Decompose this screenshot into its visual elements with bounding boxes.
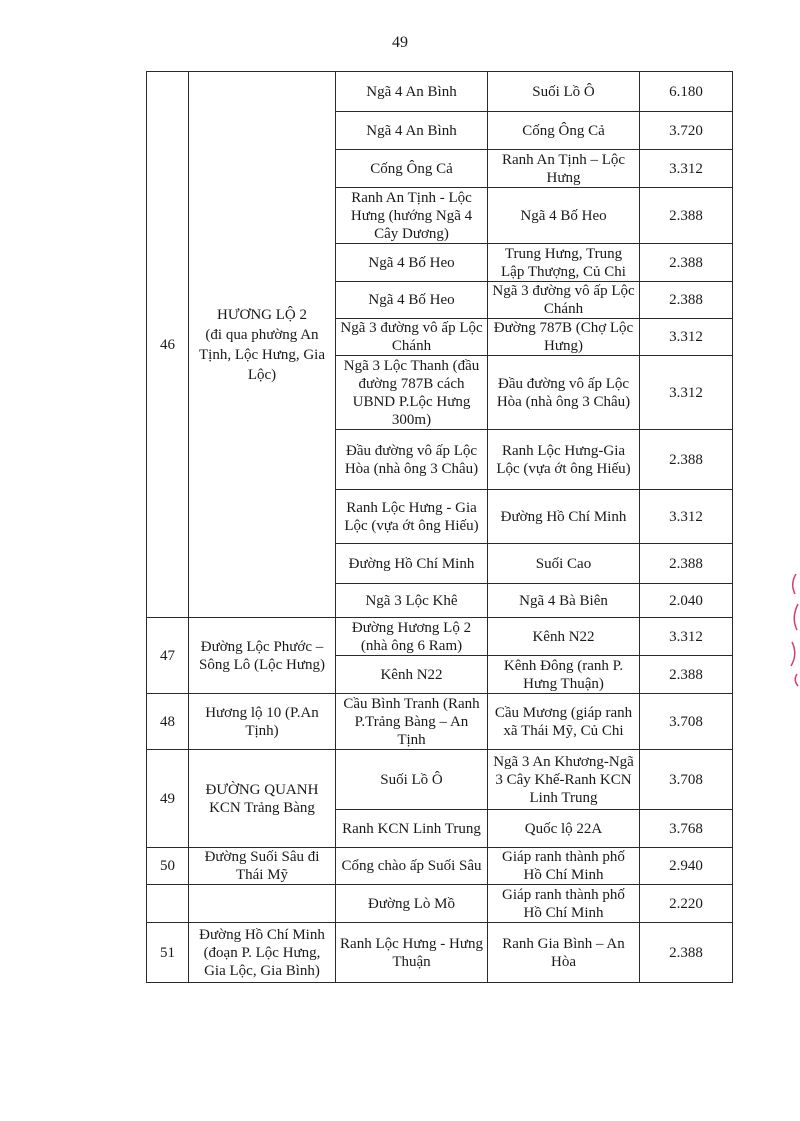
cell-to: Đường 787B (Chợ Lộc Hưng) xyxy=(488,319,640,356)
cell-price: 3.720 xyxy=(640,112,733,150)
cell-from: Đường Hương Lộ 2 (nhà ông 6 Ram) xyxy=(336,618,488,656)
table-row xyxy=(147,885,733,923)
cell-road-name: Đường Suối Sâu đi Thái Mỹ xyxy=(189,848,336,885)
cell-road-name xyxy=(189,72,336,618)
seal-edge-mark xyxy=(786,570,800,690)
cell-from: Ranh An Tịnh - Lộc Hưng (hướng Ngã 4 Cây Dương) xyxy=(336,188,488,244)
cell-stt: 46 xyxy=(147,72,189,618)
cell-price: 2.388 xyxy=(640,282,733,319)
table-row xyxy=(147,72,733,112)
cell-to: Ranh Gia Bình – An Hòa xyxy=(488,923,640,983)
cell-from: Ranh KCN Linh Trung xyxy=(336,810,488,848)
cell-road-name: Hương lộ 10 (P.An Tịnh) xyxy=(189,694,336,750)
cell-stt xyxy=(147,885,189,923)
table-row xyxy=(147,750,733,810)
cell-stt: 51 xyxy=(147,923,189,983)
cell-to: Ngã 3 đường vô ấp Lộc Chánh xyxy=(488,282,640,319)
cell-price: 3.768 xyxy=(640,810,733,848)
cell-to: Giáp ranh thành phố Hồ Chí Minh xyxy=(488,885,640,923)
cell-price: 2.388 xyxy=(640,430,733,490)
cell-price: 2.388 xyxy=(640,656,733,694)
cell-from: Ranh Lộc Hưng - Gia Lộc (vựa ớt ông Hiếu) xyxy=(336,490,488,544)
cell-price: 2.388 xyxy=(640,923,733,983)
cell-price: 2.388 xyxy=(640,188,733,244)
cell-to: Đường Hồ Chí Minh xyxy=(488,490,640,544)
page-number: 49 xyxy=(392,34,408,51)
cell-to: Cầu Mương (giáp ranh xã Thái Mỹ, Củ Chi xyxy=(488,694,640,750)
cell-price: 2.040 xyxy=(640,584,733,618)
cell-price: 3.312 xyxy=(640,490,733,544)
cell-from: Ngã 3 đường vô ấp Lộc Chánh xyxy=(336,319,488,356)
cell-stt: 49 xyxy=(147,750,189,848)
cell-to: Kênh N22 xyxy=(488,618,640,656)
road-name-text: HƯƠNG LỘ 2 (đi qua phường An Tịnh, Lộc Hưng, Gia Lộc) xyxy=(198,306,326,383)
cell-price: 3.708 xyxy=(640,750,733,810)
land-price-table xyxy=(146,71,733,983)
cell-to: Giáp ranh thành phố Hồ Chí Minh xyxy=(488,848,640,885)
cell-from: Đường Lò Mồ xyxy=(336,885,488,923)
cell-from: Kênh N22 xyxy=(336,656,488,694)
cell-from: Cống Ông Cả xyxy=(336,150,488,188)
cell-to: Ngã 3 An Khương-Ngã 3 Cây Khế-Ranh KCN Linh Trung xyxy=(488,750,640,810)
cell-price: 2.940 xyxy=(640,848,733,885)
cell-from: Ngã 4 Bố Heo xyxy=(336,282,488,319)
cell-price: 2.388 xyxy=(640,244,733,282)
cell-road-name: Đường Hồ Chí Minh (đoạn P. Lộc Hưng, Gia Lộc, Gia Bình) xyxy=(189,923,336,983)
table-row xyxy=(147,694,733,750)
cell-from: Ngã 4 An Bình xyxy=(336,112,488,150)
cell-price: 6.180 xyxy=(640,72,733,112)
table-row xyxy=(147,618,733,656)
cell-from: Đầu đường vô ấp Lộc Hòa (nhà ông 3 Châu) xyxy=(336,430,488,490)
cell-to: Suối Cao xyxy=(488,544,640,584)
cell-to: Đầu đường vô ấp Lộc Hòa (nhà ông 3 Châu) xyxy=(488,356,640,430)
cell-from: Ngã 4 Bố Heo xyxy=(336,244,488,282)
cell-road-name: ĐƯỜNG QUANH KCN Trảng Bàng xyxy=(189,750,336,848)
cell-to: Ranh An Tịnh – Lộc Hưng xyxy=(488,150,640,188)
cell-from: Ngã 3 Lộc Khê xyxy=(336,584,488,618)
cell-to: Ngã 4 Bố Heo xyxy=(488,188,640,244)
cell-to: Quốc lộ 22A xyxy=(488,810,640,848)
cell-stt: 48 xyxy=(147,694,189,750)
cell-to: Trung Hưng, Trung Lập Thượng, Củ Chi xyxy=(488,244,640,282)
cell-from: Ngã 4 An Bình xyxy=(336,72,488,112)
cell-from: Cổng chào ấp Suối Sâu xyxy=(336,848,488,885)
cell-price: 3.312 xyxy=(640,150,733,188)
cell-from: Cầu Bình Tranh (Ranh P.Trảng Bàng – An Tịnh xyxy=(336,694,488,750)
cell-road-name: Đường Lộc Phước – Sông Lô (Lộc Hưng) xyxy=(189,618,336,694)
cell-price: 3.312 xyxy=(640,618,733,656)
cell-to: Kênh Đông (ranh P. Hưng Thuận) xyxy=(488,656,640,694)
table-row xyxy=(147,848,733,885)
cell-price: 3.312 xyxy=(640,356,733,430)
cell-from: Suối Lồ Ô xyxy=(336,750,488,810)
cell-price: 3.708 xyxy=(640,694,733,750)
cell-to: Suối Lồ Ô xyxy=(488,72,640,112)
cell-from: Ranh Lộc Hưng - Hưng Thuận xyxy=(336,923,488,983)
cell-stt: 50 xyxy=(147,848,189,885)
cell-to: Cống Ông Cả xyxy=(488,112,640,150)
cell-to: Ngã 4 Bà Biên xyxy=(488,584,640,618)
cell-to: Ranh Lộc Hưng-Gia Lộc (vựa ớt ông Hiếu) xyxy=(488,430,640,490)
cell-stt: 47 xyxy=(147,618,189,694)
cell-price: 3.312 xyxy=(640,319,733,356)
cell-price: 2.388 xyxy=(640,544,733,584)
cell-price: 2.220 xyxy=(640,885,733,923)
cell-from: Đường Hồ Chí Minh xyxy=(336,544,488,584)
table-row xyxy=(147,923,733,983)
cell-from: Ngã 3 Lộc Thanh (đầu đường 787B cách UBND P.Lộc Hưng 300m) xyxy=(336,356,488,430)
cell-road-name xyxy=(189,885,336,923)
